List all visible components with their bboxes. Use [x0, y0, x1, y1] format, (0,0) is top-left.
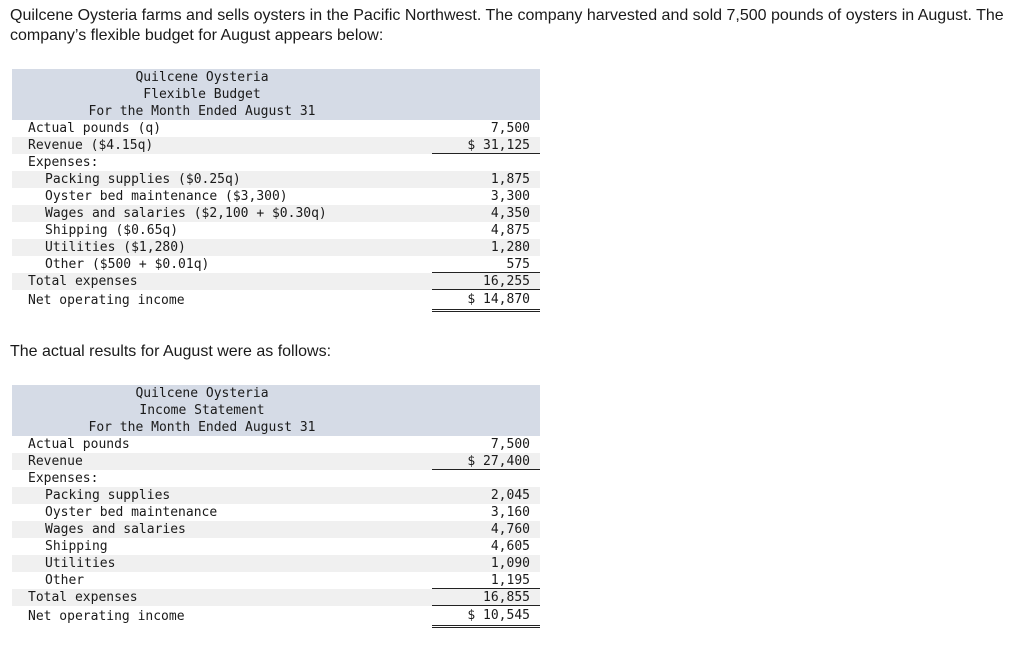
statement-header [12, 385, 540, 436]
row-label: Actual pounds (q) [28, 121, 162, 136]
row-amount: 4,760 [490, 522, 530, 537]
row-label: Packing supplies ($0.25q) [45, 172, 241, 187]
statement-title: Income Statement [139, 403, 265, 418]
row-amount: 3,160 [490, 505, 530, 520]
row-total-expenses [12, 589, 540, 606]
company-name: Quilcene Oysteria [135, 70, 269, 85]
row-revenue [12, 137, 540, 154]
statement-period: For the Month Ended August 31 [88, 104, 316, 119]
row-amount: 3,300 [490, 189, 530, 204]
row-label: Total expenses [28, 590, 138, 605]
row-packing-supplies [12, 171, 540, 188]
row-amount: $ 31,125 [432, 137, 540, 154]
row-expenses-heading [12, 154, 540, 171]
row-label: Oyster bed maintenance [45, 505, 218, 520]
row-utilities [12, 239, 540, 256]
row-label: Expenses: [28, 155, 99, 170]
flexible-budget-statement [12, 69, 540, 312]
row-amount: 1,875 [490, 172, 530, 187]
row-label: Revenue ($4.15q) [28, 138, 154, 153]
row-amount: 7,500 [490, 437, 530, 452]
row-label: Total expenses [28, 274, 138, 289]
row-label: Oyster bed maintenance ($3,300) [45, 189, 288, 204]
row-amount: 2,045 [490, 488, 530, 503]
row-amount: 4,875 [490, 223, 530, 238]
row-other [12, 256, 540, 273]
row-label: Expenses: [28, 471, 99, 486]
row-packing-supplies [12, 487, 540, 504]
row-amount [432, 470, 540, 487]
row-label: Other ($500 + $0.01q) [45, 257, 210, 272]
row-wages-and-salaries [12, 521, 540, 538]
row-label: Shipping [45, 539, 108, 554]
row-oyster-bed-maintenance [12, 188, 540, 205]
row-label: Shipping ($0.65q) [45, 223, 179, 238]
row-label: Actual pounds [28, 437, 130, 452]
statement-period: For the Month Ended August 31 [88, 420, 316, 435]
row-amount: 16,855 [432, 589, 540, 606]
row-label: Wages and salaries [45, 522, 186, 537]
row-amount: 7,500 [490, 121, 530, 136]
row-label: Packing supplies [45, 488, 171, 503]
row-label: Utilities ($1,280) [45, 240, 186, 255]
row-oyster-bed-maintenance [12, 504, 540, 521]
row-label: Utilities [45, 556, 116, 571]
row-revenue [12, 453, 540, 470]
row-label: Other [45, 573, 85, 588]
row-amount: 4,605 [490, 539, 530, 554]
row-amount: $ 14,870 [432, 290, 540, 312]
company-name: Quilcene Oysteria [135, 386, 269, 401]
row-amount: $ 27,400 [432, 453, 540, 470]
row-label: Wages and salaries ($2,100 + $0.30q) [45, 206, 327, 221]
statement-title: Flexible Budget [143, 87, 261, 102]
row-amount: 1,195 [432, 572, 540, 589]
intro-paragraph: Quilcene Oysteria farms and sells oysters in the Pacific Northwest. The company harvested and sold 7,500 pounds of oysters in August. The company’s flexible budget for August appears below: [10, 7, 1004, 44]
row-net-operating-income [12, 606, 540, 628]
row-label: Net operating income [28, 609, 185, 624]
actual-results-intro: The actual results for August were as follows: [10, 343, 332, 360]
row-expenses-heading [12, 470, 540, 487]
row-total-expenses [12, 273, 540, 290]
row-utilities [12, 555, 540, 572]
row-amount: 4,350 [490, 206, 530, 221]
row-amount [432, 154, 540, 171]
row-amount: 1,280 [490, 240, 530, 255]
row-net-operating-income [12, 290, 540, 312]
row-shipping [12, 538, 540, 555]
row-amount: 16,255 [432, 273, 540, 290]
statement-header [12, 69, 540, 120]
row-label: Net operating income [28, 293, 185, 308]
row-actual-pounds [12, 120, 540, 137]
row-amount: 1,090 [490, 556, 530, 571]
row-label: Revenue [28, 454, 83, 469]
row-shipping [12, 222, 540, 239]
row-amount: $ 10,545 [432, 606, 540, 628]
row-other [12, 572, 540, 589]
row-actual-pounds [12, 436, 540, 453]
row-wages-and-salaries [12, 205, 540, 222]
income-statement [12, 385, 540, 628]
row-amount: 575 [432, 256, 540, 273]
